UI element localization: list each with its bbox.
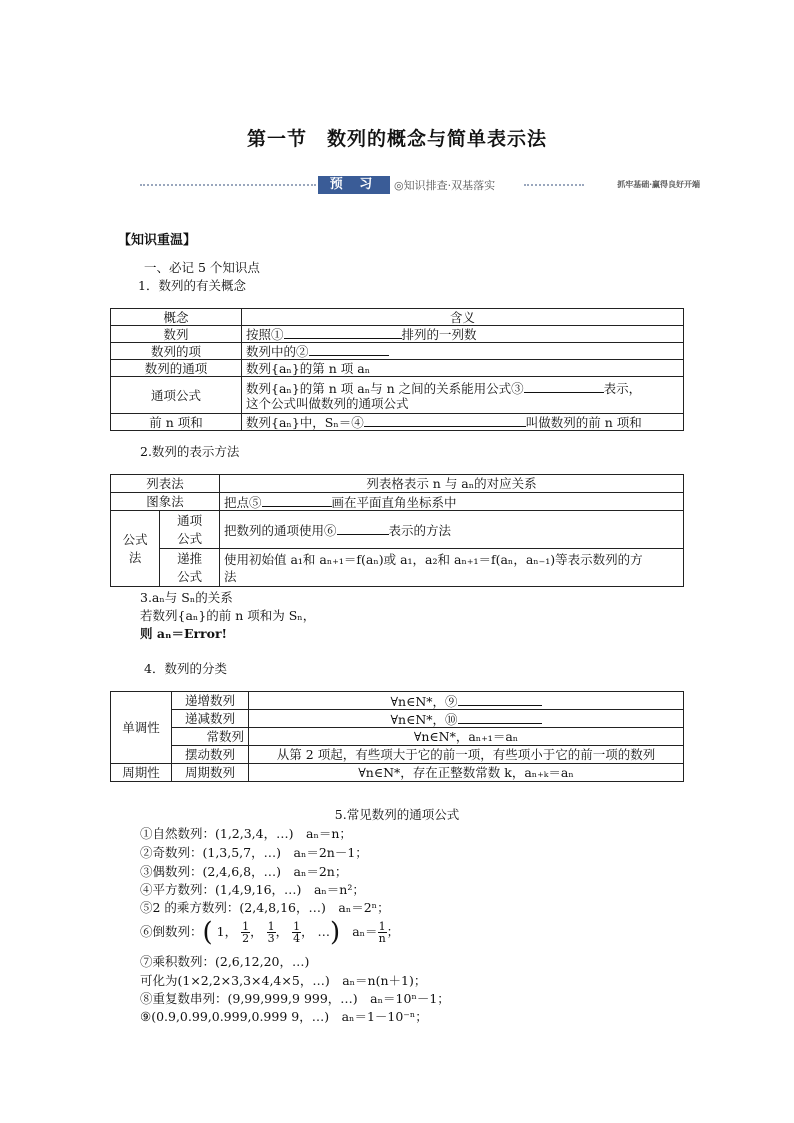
banner-subtitle: ◎知识排查·双基落实 (394, 179, 496, 192)
fill-blank (458, 693, 542, 706)
list-item: ⑨(0.9,0.99,0.999,0.999 9，…) aₙ＝1－10⁻ⁿ； (140, 1009, 428, 1024)
table-cell (220, 493, 684, 511)
numerator: 1 (378, 920, 386, 933)
table-cell: 递增数列 (172, 692, 249, 710)
table-row (111, 493, 684, 511)
denominator: 4 (293, 932, 301, 945)
representation-table (110, 474, 684, 587)
table-cell: 单调性 (111, 692, 172, 764)
fraction (292, 921, 301, 944)
item-1-heading: 1．数列的有关概念 (138, 278, 246, 293)
table-header: 含义 (242, 309, 684, 326)
table-row (111, 326, 684, 343)
banner-tagline: 抓牢基础·赢得良好开端 (617, 179, 700, 189)
cell-text: ∀n∈N*，⑨ (390, 693, 458, 709)
fill-blank (524, 380, 604, 393)
list-item: ⑦乘积数列：(2,6,12,20，…) (140, 954, 310, 969)
cell-text: 画在平面直角坐标系中 (331, 494, 457, 510)
fraction (241, 921, 250, 944)
cell-text: ∀n∈N*，⑩ (390, 711, 458, 727)
table-cell: 数列的通项 (111, 360, 242, 377)
preview-banner (140, 176, 700, 194)
table-cell (242, 414, 684, 431)
numerator: 1 (267, 920, 275, 933)
table-cell: 周期性 (111, 764, 172, 782)
denominator: n (378, 932, 386, 945)
body-text: 若数列{aₙ}的前 n 项和为 Sₙ， (140, 608, 316, 623)
cell-text: 递推公式 (177, 550, 203, 584)
cell-text: 通项公式 (177, 512, 203, 546)
list-text: aₙ＝ (352, 924, 378, 939)
classification-table (110, 691, 684, 782)
table-row (111, 764, 684, 782)
list-item: ④平方数列：(1,4,9,16，…) aₙ＝n²； (140, 882, 365, 897)
list-item: ①自然数列：(1,2,3,4，…) aₙ＝n； (140, 826, 352, 841)
cell-text: 把点⑤ (224, 494, 262, 510)
item-4-heading: 4．数列的分类 (144, 661, 227, 676)
table-cell (220, 549, 684, 587)
page-title: 第一节 数列的概念与简单表示法 (246, 128, 547, 150)
table-cell (249, 710, 684, 728)
table-cell: 从第 2 项起，有些项大于它的前一项，有些项小于它的前一项的数列 (249, 746, 684, 764)
table-row (111, 377, 684, 414)
cell-text: 数列中的② (246, 344, 309, 359)
table-cell (160, 511, 220, 549)
list-item: ③偶数列：(2,4,6,8，…) aₙ＝2n； (140, 864, 348, 879)
list-item: ⑧重复数串列：(9,99,999,9 999，…) aₙ＝10ⁿ－1； (140, 991, 450, 1006)
list-text: 1， (216, 924, 238, 939)
table-cell: ∀n∈N*，aₙ₊₁＝aₙ (249, 728, 684, 746)
list-label: ⑥倒数列： (140, 924, 203, 939)
banner-divider-right (524, 184, 584, 186)
table-row (111, 728, 684, 746)
table-cell: 周期数列 (172, 764, 249, 782)
right-paren: ) (330, 917, 341, 948)
denominator: 2 (242, 932, 250, 945)
cell-text: 使用初始值 a₁和 aₙ₊₁＝f(aₙ)或 a₁，a₂和 aₙ₊₁＝f(aₙ，aₙ₋₁)等表示数列的方 (224, 551, 643, 567)
item-3-heading: 3.aₙ与 Sₙ的关系 (140, 590, 233, 605)
fill-blank (309, 343, 389, 356)
table-cell: 摆动数列 (172, 746, 249, 764)
table-cell: 通项公式 (111, 377, 242, 414)
table-row (111, 360, 684, 377)
table-cell: 数列的项 (111, 343, 242, 360)
fill-blank (337, 522, 389, 535)
fill-blank (262, 494, 332, 507)
table-row (111, 549, 684, 587)
table-cell: 递减数列 (172, 710, 249, 728)
table-row (111, 414, 684, 431)
list-item: ⑤2 的乘方数列：(2,4,8,16，…) aₙ＝2ⁿ； (140, 900, 390, 915)
cell-text: 法 (224, 568, 237, 584)
fill-blank (364, 414, 526, 427)
list-item: ⑥倒数列：( 1， $\frac{1}{2}$ ， $\frac{1}{3}$ ， $\frac{1}{4}$ ， …) aₙ＝ $\frac{1}{n}$ ； (140, 917, 400, 948)
fill-blank (284, 326, 402, 339)
denominator: 3 (267, 932, 275, 945)
list-item: 可化为(1×2,2×3,3×4,4×5，…) aₙ＝n(n＋1)； (140, 973, 427, 988)
concept-table (110, 308, 684, 431)
table-cell (220, 511, 684, 549)
table-cell (160, 549, 220, 587)
table-cell (111, 511, 160, 587)
cell-text: 排列的一列数 (401, 327, 477, 342)
fraction (267, 921, 276, 944)
fill-blank (458, 711, 542, 724)
body-text: 则 aₙ＝Error! (140, 626, 228, 641)
table-cell (249, 692, 684, 710)
table-row (111, 475, 684, 493)
banner-badge: 预 习 (318, 176, 390, 194)
list-text: ； (386, 924, 400, 939)
table-cell (242, 377, 684, 414)
cell-text: 把数列的通项使用⑥ (224, 522, 337, 538)
cell-text: 表示， (603, 380, 642, 396)
cell-text: 数列{aₙ}中，Sₙ＝④ (246, 415, 364, 430)
table-cell (242, 343, 684, 360)
section-heading: 【知识重温】 (118, 233, 197, 248)
cell-text: 公式法 (122, 531, 148, 565)
cell-text: 数列{aₙ}的第 n 项 aₙ与 n 之间的关系能用公式③ (246, 380, 524, 396)
table-cell: ∀n∈N*，存在正整数常数 k，aₙ₊ₖ＝aₙ (249, 764, 684, 782)
table-cell: 数列{aₙ}的第 n 项 aₙ (242, 360, 684, 377)
table-row (111, 511, 684, 549)
item-2-heading: 2.数列的表示方法 (140, 444, 240, 459)
list-text: … (317, 924, 331, 939)
cell-text: 表示的方法 (388, 522, 452, 538)
cell-text: 这个公式叫做数列的通项公式 (246, 395, 409, 411)
cell-text: 叫做数列的前 n 项和 (525, 415, 642, 430)
table-cell: 列表格表示 n 与 aₙ的对应关系 (220, 475, 684, 493)
fraction (378, 921, 387, 944)
table-cell: 常数列 (172, 728, 249, 746)
table-row (111, 710, 684, 728)
table-row (111, 692, 684, 710)
table-row (111, 309, 684, 326)
table-row (111, 746, 684, 764)
subsection-title: 一、必记 5 个知识点 (144, 260, 260, 275)
list-item: ②奇数列：(1,3,5,7，…) aₙ＝2n－1； (140, 845, 368, 860)
left-paren: ( (202, 917, 213, 948)
table-cell: 列表法 (111, 475, 220, 493)
table-cell: 数列 (111, 326, 242, 343)
numerator: 1 (242, 920, 250, 933)
table-header: 概念 (111, 309, 242, 326)
item-5-heading: 5.常见数列的通项公式 (334, 807, 460, 822)
table-row (111, 343, 684, 360)
numerator: 1 (293, 920, 301, 933)
cell-text: 按照① (246, 327, 284, 342)
table-cell (242, 326, 684, 343)
banner-divider-left (140, 184, 316, 186)
table-cell: 前 n 项和 (111, 414, 242, 431)
table-cell: 图象法 (111, 493, 220, 511)
